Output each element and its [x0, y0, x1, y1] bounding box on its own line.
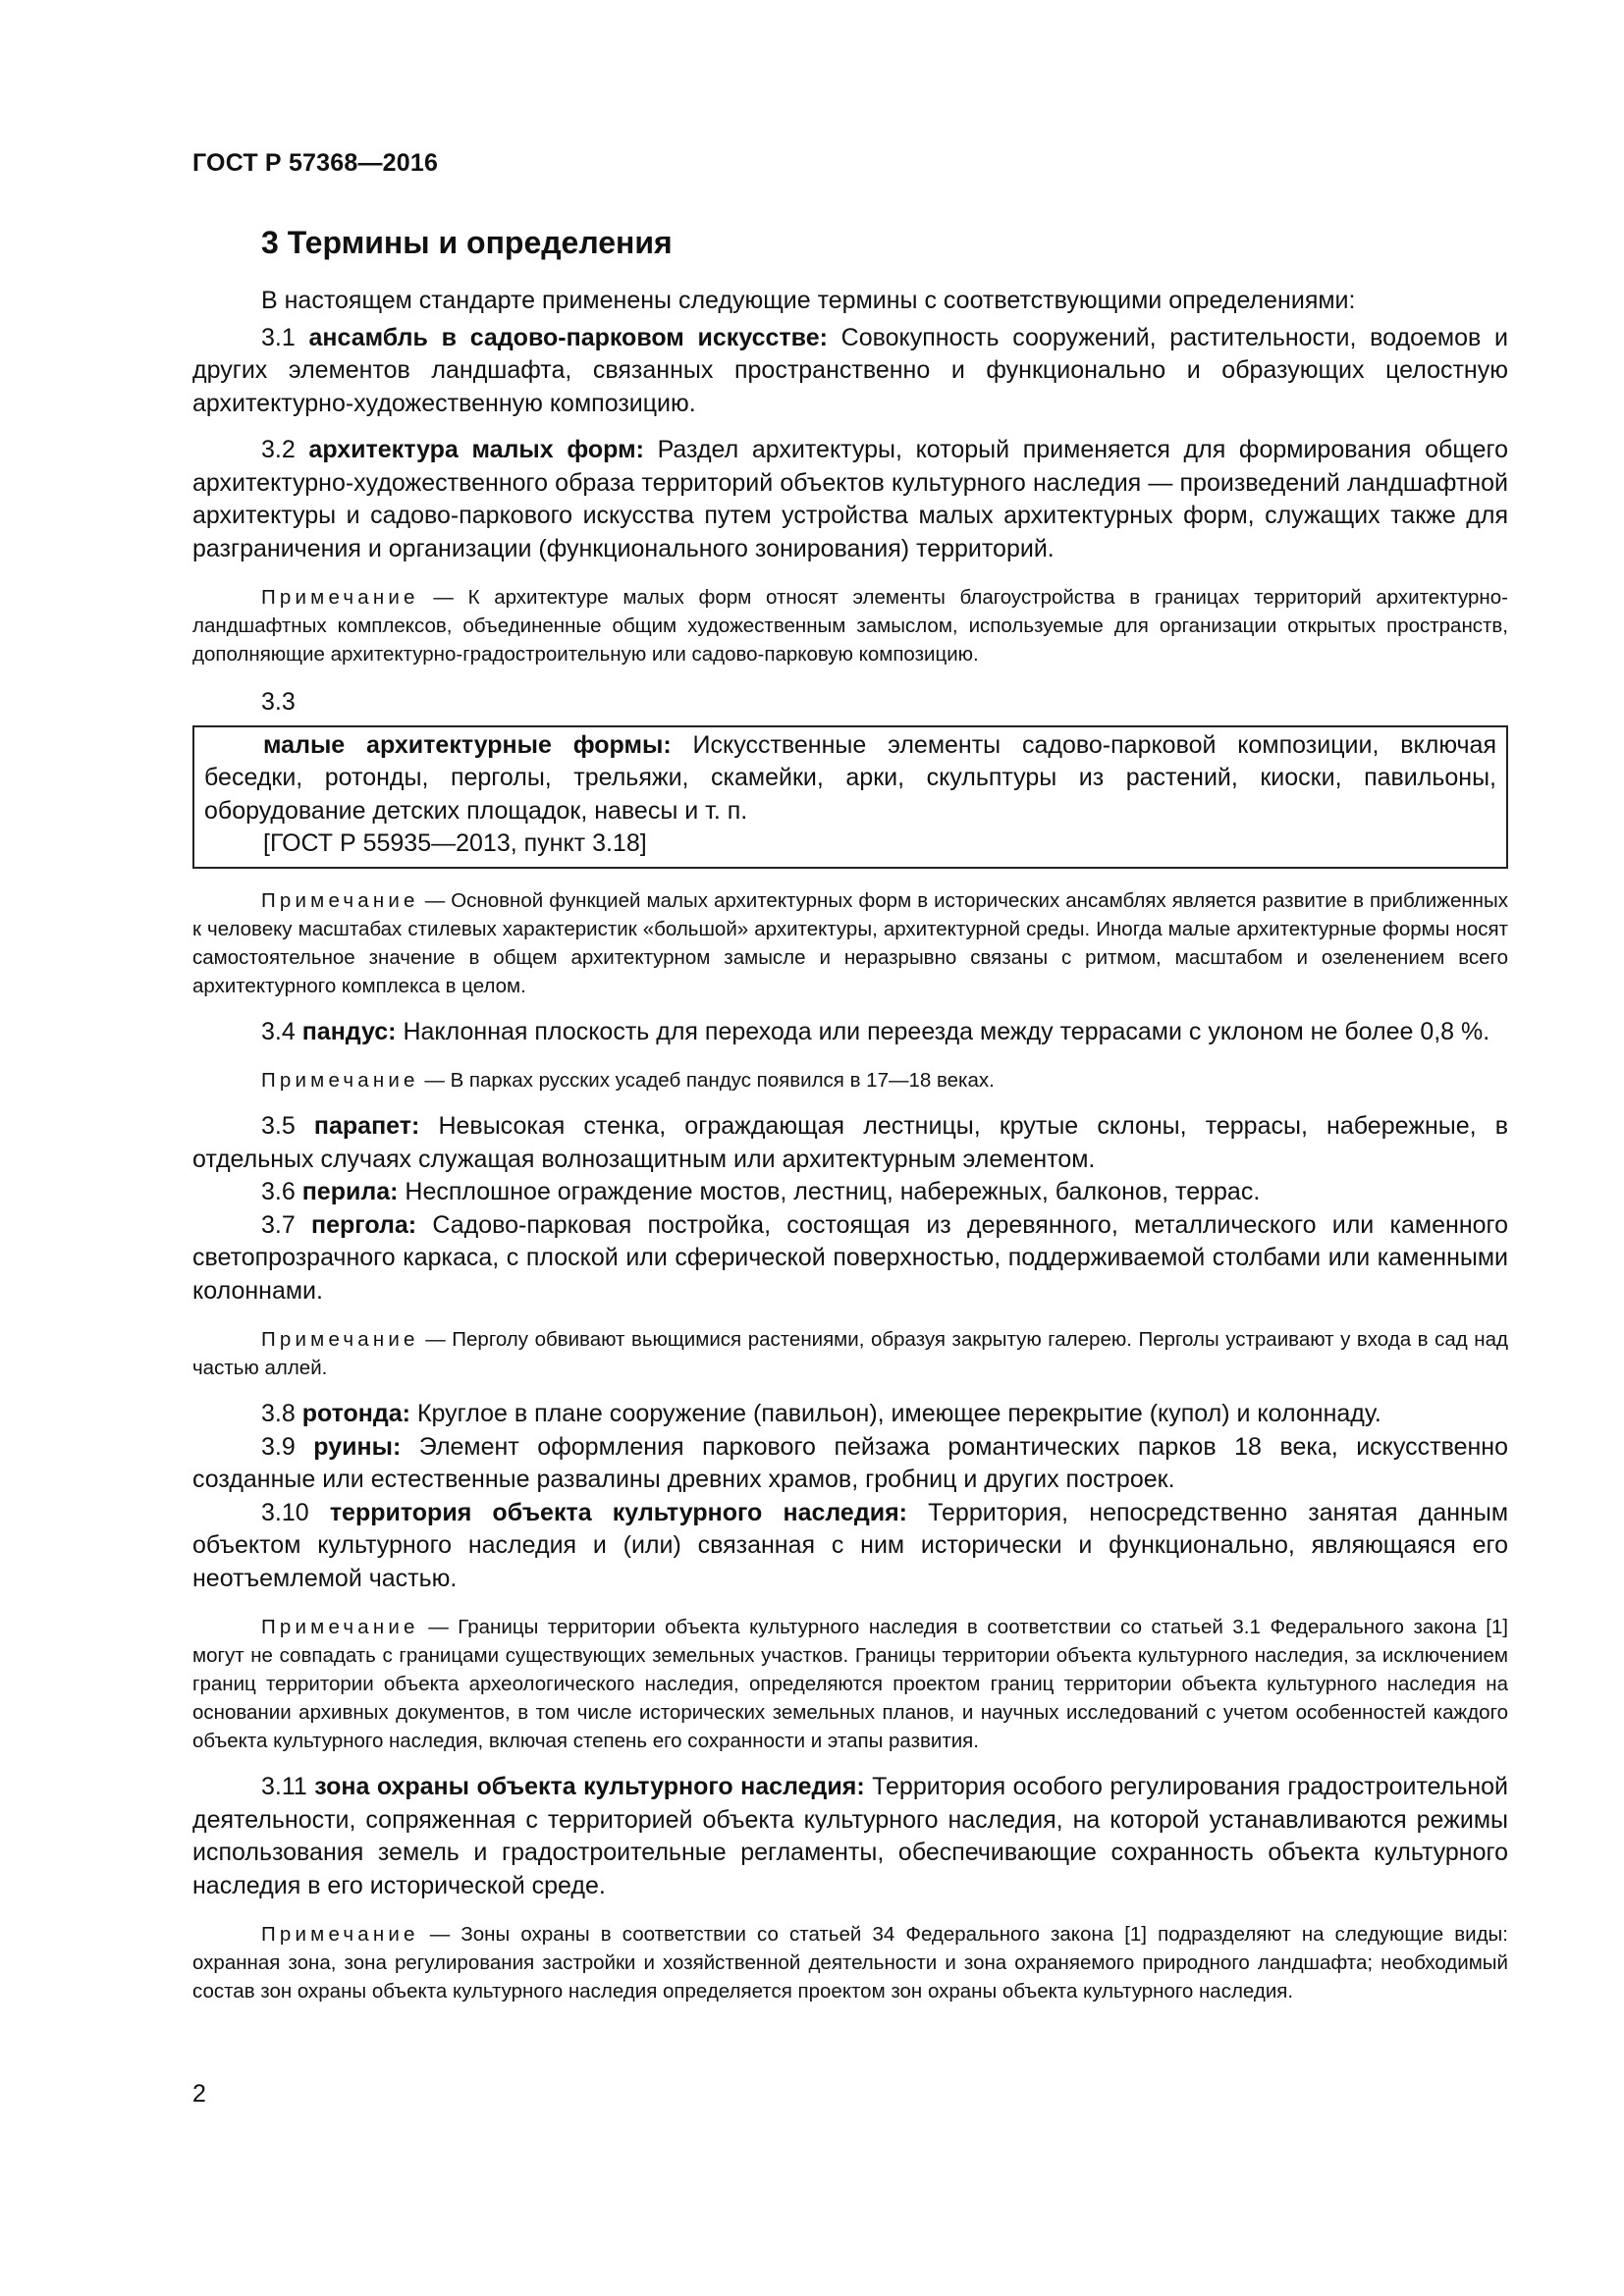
term-3-3: [204, 729, 1496, 828]
term-number: 3.11: [261, 1773, 315, 1800]
term-definition: Элемент оформления паркового пейзажа романтических парков 18 века, искусственно созданные или естественные развалины древних храмов, гробниц и других построек.: [192, 1432, 1508, 1493]
term-name: парапет:: [313, 1112, 420, 1140]
term-3-3-box: [192, 725, 1508, 869]
term-3-8: [192, 1398, 1508, 1431]
note-label: Примечание: [261, 1069, 419, 1092]
note-text: Основной функцией малых архитектурных форм в исторических ансамблях является развитие в приближенных к человеку масштабах стилевых характеристик «большой» архитектуры, архитектурной среды. Иногда малые архитектурные формы носят самостоятельное значение в общем архитектурном замысле и неразрывно связаны с ритмом, масштабом и озеленением всего архитектурного комплекса в целом.: [192, 888, 1508, 997]
section-title: 3 Термины и определения: [261, 225, 673, 260]
section-intro: В настоящем стандарте применены следующие термины с соответствующими определениями:: [261, 287, 1356, 314]
term-definition: Несплошное ограждение мостов, лестниц, набережных, балконов, террас.: [398, 1178, 1261, 1205]
term-3-10: [192, 1497, 1508, 1596]
term-definition: Совокупность сооружений, растительности, водоемов и других элементов ландшафта, связанных пространственно и функционально и образующих целостную архитектурно-художественную композицию.: [192, 323, 1508, 417]
term-definition: Раздел архитектуры, который применяется для формирования общего архитектурно-художественного образа территорий объектов культурного наследия — произведений ландшафтной архитектуры и садово-паркового искусства путем устройства малых архитектурных форм, служащих также для разграничения и организации (функционального зонирования) территорий.: [192, 436, 1508, 562]
note-3-11: [192, 1920, 1508, 2005]
note-3-7: [192, 1325, 1508, 1382]
note-label: Примечание: [261, 1923, 419, 1946]
term-3-9: [192, 1431, 1508, 1497]
term-name: архитектура малых форм:: [308, 436, 644, 463]
note-3-10: [192, 1613, 1508, 1755]
term-3-2: [192, 434, 1508, 565]
term-3-3-reference: [ГОСТ Р 55935—2013, пункт 3.18]: [263, 829, 647, 857]
term-definition: Территория, непосредственно занятая данным объектом культурного наследия и (или) связанная с ним исторически и функционально, являющаяся его неотъемлемой частью.: [192, 1498, 1509, 1592]
term-name: малые архитектурные формы:: [263, 730, 672, 759]
term-name: ансамбль в садово-парковом искусстве:: [308, 323, 828, 351]
term-number: 3.7: [261, 1210, 312, 1239]
term-number: 3.2: [261, 436, 309, 463]
term-number: 3.1: [261, 323, 309, 351]
term-name: пандус:: [301, 1017, 397, 1045]
term-definition: Круглое в плане сооружение (павильон), имеющее перекрытие (купол) и колоннаду.: [410, 1400, 1381, 1427]
term-3-6: [192, 1176, 1508, 1209]
term-name: пергола:: [311, 1210, 417, 1239]
note-text: Зоны охраны в соответствии со статьей 34 Федерального закона [1] подразделяют на следующие виды: охранная зона, зона регулирования застройки и хозяйственной деятельности и зона охраняемого природного ландшафта; необходимый состав зон охраны объекта культурного наследия определяется проектом зон охраны объекта культурного наследия.: [192, 1923, 1508, 2002]
term-number: 3.10: [261, 1498, 330, 1526]
term-name: перила:: [301, 1178, 399, 1205]
term-number: 3.8: [261, 1400, 302, 1427]
term-definition: Садово-парковая постройка, состоящая из деревянного, металлического или каменного светопрозрачного каркаса, с плоской или сферической поверхностью, поддерживаемой столбами или каменными колоннами.: [192, 1210, 1508, 1305]
term-number: 3.5: [261, 1112, 314, 1140]
note-text: Перголу обвивают вьющимися растениями, образуя закрытую галерею. Перголы устраивают у входа в сад над частью аллей.: [192, 1328, 1508, 1379]
note-dash: —: [418, 888, 452, 912]
term-3-3-number: 3.3: [261, 688, 296, 716]
term-definition: Искусственные элементы садово-парковой композиции, включая беседки, ротонды, перголы, трельяжи, скамейки, арки, скульптуры из растений, киоски, павильоны, оборудование детских площадок, навесы и т. п.: [204, 730, 1497, 825]
note-label: Примечание: [261, 586, 419, 609]
note-text: Границы территории объекта культурного наследия в соответствии со статьей 3.1 Федерального закона [1] могут не совпадать с границами существующих земельных участков. Границы территории объекта культурного наследия, за исключением границ территории объекта археологического наследия, определяются проектом границ территории объекта культурного наследия на основании архивных документов, в том числе исторических земельных планов, и научных исследований с учетом особенностей каждого объекта культурного наследия, включая степень его сохранности и этапы развития.: [192, 1616, 1508, 1752]
note-dash: —: [418, 1328, 453, 1351]
term-name: ротонда:: [301, 1400, 411, 1427]
page-number: 2: [192, 2080, 206, 2108]
note-text: К архитектуре малых форм относят элементы благоустройства в границах территорий архитектурно-ландшафтных комплексов, объединенные общим художественным замыслом, используемые для организации открытых пространств, дополняющие архитектурно-градостроительную или садово-парковую композицию.: [192, 586, 1508, 666]
term-number: 3.9: [261, 1432, 314, 1461]
note-label: Примечание: [261, 1328, 419, 1351]
term-3-11: [192, 1771, 1508, 1902]
note-text: В парках русских усадеб пандус появился в 17—18 веках.: [450, 1069, 995, 1092]
term-3-7: [192, 1209, 1508, 1308]
term-definition: Наклонная плоскость для перехода или переезда между террасами с уклоном не более 0,8 %.: [396, 1017, 1490, 1045]
term-3-1: [192, 322, 1508, 421]
note-3-4: [192, 1066, 1508, 1095]
note-dash: —: [418, 1069, 451, 1092]
term-3-4: [192, 1016, 1508, 1049]
note-dash: —: [418, 1923, 461, 1946]
term-name: зона охраны объекта культурного наследия:: [314, 1773, 865, 1800]
term-definition: Территория особого регулирования градостроительной деятельности, сопряженная с территорией объекта культурного наследия, на которой устанавливаются режимы использования земель и градостроительные регламенты, обеспечивающие сохранность объекта культурного наследия в его исторической среде.: [192, 1773, 1508, 1899]
term-number: 3.4: [261, 1017, 302, 1045]
note-dash: —: [418, 586, 468, 609]
document-page: [192, 149, 1508, 2021]
term-name: территория объекта культурного наследия:: [329, 1498, 907, 1526]
document-code: ГОСТ Р 57368—2016: [192, 149, 439, 177]
note-dash: —: [418, 1616, 459, 1638]
note-3-3: [192, 886, 1508, 1000]
term-3-5: [192, 1110, 1508, 1176]
note-label: Примечание: [261, 1616, 419, 1638]
note-3-2: [192, 583, 1508, 668]
term-number: 3.6: [261, 1178, 302, 1205]
term-definition: Невысокая стенка, ограждающая лестницы, крутые склоны, террасы, набережные, в отдельных случаях служащая волнозащитным или архитектурным элементом.: [192, 1112, 1509, 1173]
note-label: Примечание: [261, 888, 419, 912]
term-name: руины:: [313, 1432, 402, 1461]
